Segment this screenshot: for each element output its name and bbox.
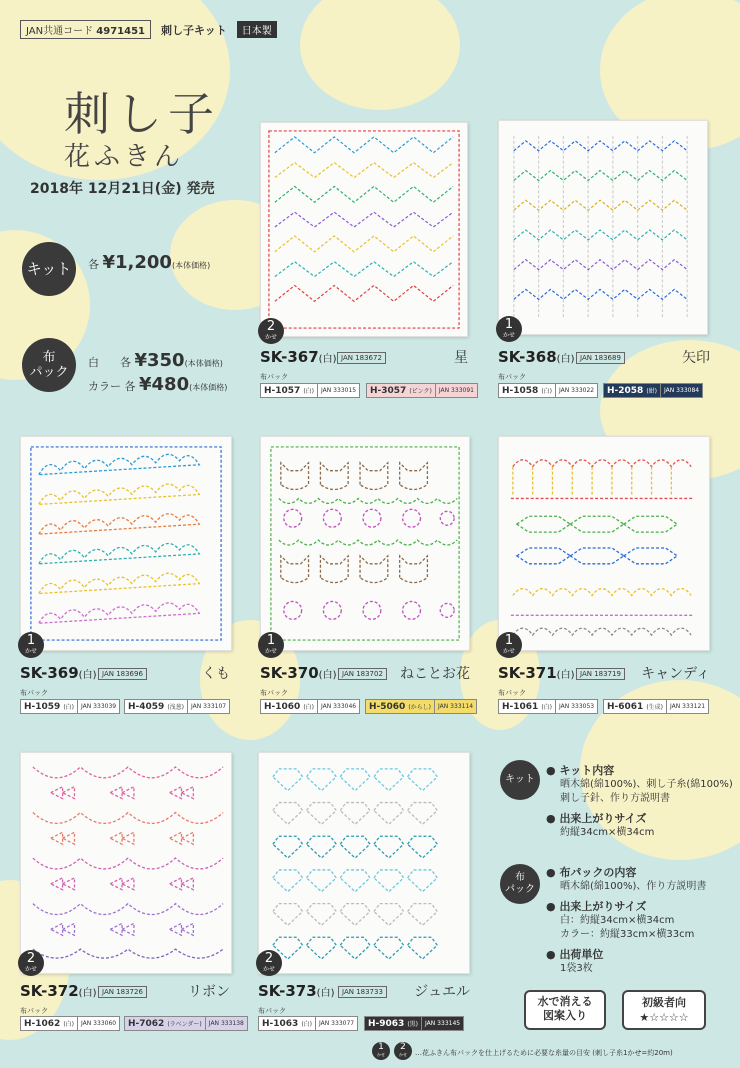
footer-note: …花ふきん布パックを仕上げるために必要な糸量の目安 (刺し子糸1かせ=約20m) bbox=[415, 1049, 673, 1057]
product-code: SK-373(白) bbox=[258, 982, 335, 1000]
pack-contents-line: 晒木綿(綿100%)、作り方説明書 bbox=[560, 881, 707, 892]
footer-kase-1: 1 かせ bbox=[372, 1042, 390, 1060]
pack-size-line: 白：約縦34cm×横34cm bbox=[560, 915, 675, 926]
pack-code: H-3057 (ピンク) JAN 333091 bbox=[366, 383, 478, 398]
page-title: 刺し子 bbox=[64, 87, 220, 141]
product-jan: JAN 183726 bbox=[98, 986, 147, 998]
pack-price-white: 白 各 ¥350(本体価格) bbox=[88, 350, 223, 371]
jan-common-code: JAN共通コード 4971451 bbox=[20, 20, 151, 39]
candy-pattern bbox=[499, 437, 709, 650]
shipping-unit-heading: ● 出荷単位 bbox=[546, 948, 604, 961]
pack-contents-heading: ● 布パックの内容 bbox=[546, 866, 637, 879]
star-pattern bbox=[261, 123, 467, 336]
arrow-pattern bbox=[499, 121, 707, 334]
footer-kase-2: 2 かせ bbox=[394, 1042, 412, 1060]
product-name: キャンディ bbox=[641, 666, 710, 682]
kit-badge: キット bbox=[22, 242, 76, 296]
kit-info bbox=[546, 758, 733, 840]
product-name: 矢印 bbox=[682, 350, 710, 366]
product-jan: JAN 183689 bbox=[576, 352, 625, 364]
cat-flower-pattern bbox=[261, 437, 469, 650]
level-title: 初級者向 bbox=[642, 996, 686, 1009]
pack-code: H-9063 (黒) JAN 333145 bbox=[364, 1016, 464, 1031]
pack-code: H-1061 (白) JAN 333053 bbox=[498, 699, 598, 714]
beginner-level-badge bbox=[622, 990, 706, 1030]
pack-price-color: カラー 各 ¥480(本体価格) bbox=[88, 374, 228, 395]
pack-code: H-4059 (浅葱) JAN 333107 bbox=[124, 699, 230, 714]
product-jan: JAN 183696 bbox=[98, 668, 147, 680]
kase-count-badge: 1 かせ bbox=[18, 632, 44, 658]
kase-count-badge: 2 かせ bbox=[18, 950, 44, 976]
pack-code: H-1058 (白) JAN 333022 bbox=[498, 383, 598, 398]
kit-price: 各 ¥1,200(本体価格) bbox=[88, 252, 211, 273]
pack-code: H-2058 (紺) JAN 333084 bbox=[603, 383, 703, 398]
product-photo-ribbon bbox=[20, 752, 232, 974]
header-bar bbox=[20, 20, 277, 39]
bg-blob bbox=[300, 0, 460, 110]
product-code: SK-371(白) bbox=[498, 664, 575, 682]
made-in-japan-badge: 日本製 bbox=[237, 21, 277, 38]
nunopack-label: 布パック bbox=[258, 1007, 286, 1015]
product-photo-star bbox=[260, 122, 468, 337]
pack-code: H-1057 (白) JAN 333015 bbox=[260, 383, 360, 398]
cloud-pattern bbox=[21, 437, 231, 650]
pack-code: H-5060 (からし) JAN 333114 bbox=[365, 699, 477, 714]
release-date: 2018年 12月21日(金) 発売 bbox=[30, 181, 215, 197]
kit-contents-heading: ● キット内容 bbox=[546, 764, 615, 777]
ribbon-pattern bbox=[21, 753, 231, 973]
kit-contents-line: 刺し子針、作り方説明書 bbox=[560, 793, 670, 804]
jewel-pattern bbox=[259, 753, 469, 973]
pack-code: H-7062 (ラベンダー) JAN 333138 bbox=[124, 1016, 248, 1031]
nunopack-label: 布パック bbox=[498, 373, 526, 381]
pack-info-badge: 布 パック bbox=[500, 864, 540, 904]
page-subtitle: 花ふきん bbox=[64, 142, 185, 172]
product-jan: JAN 183733 bbox=[338, 986, 387, 998]
pack-size-line: カラー：約縦33cm×横33cm bbox=[560, 929, 695, 940]
product-code: SK-368(白) bbox=[498, 348, 575, 366]
product-name: ジュエル bbox=[414, 984, 470, 1000]
kase-count-badge: 1 かせ bbox=[496, 316, 522, 342]
kase-count-badge: 1 かせ bbox=[258, 632, 284, 658]
kit-size-line: 約縦34cm×横34cm bbox=[560, 827, 655, 838]
kit-contents-line: 晒木綿(綿100%)、刺し子糸(綿100%) bbox=[560, 779, 733, 790]
nunopack-label: 布パック bbox=[20, 689, 48, 697]
water-erasable-badge: 水で消える 図案入り bbox=[524, 990, 606, 1030]
pack-info bbox=[546, 860, 706, 976]
nunopack-label: 布パック bbox=[498, 689, 526, 697]
product-jan: JAN 183672 bbox=[337, 352, 386, 364]
pack-badge: 布 パック bbox=[22, 338, 76, 392]
product-photo-cat-flower bbox=[260, 436, 470, 651]
level-stars: ★☆☆☆☆ bbox=[639, 1011, 689, 1024]
kase-count-badge: 2 かせ bbox=[258, 318, 284, 344]
nunopack-label: 布パック bbox=[20, 1007, 48, 1015]
product-photo-candy bbox=[498, 436, 710, 651]
product-name: リボン bbox=[188, 984, 230, 1000]
kase-count-badge: 2 かせ bbox=[256, 950, 282, 976]
pack-code: H-1063 (白) JAN 333077 bbox=[258, 1016, 358, 1031]
product-code: SK-372(白) bbox=[20, 982, 97, 1000]
product-name: ねことお花 bbox=[400, 666, 470, 682]
kit-info-badge: キット bbox=[500, 760, 540, 800]
product-jan: JAN 183702 bbox=[338, 668, 387, 680]
product-photo-arrow bbox=[498, 120, 708, 335]
kit-size-heading: ● 出来上がりサイズ bbox=[546, 812, 647, 825]
nunopack-label: 布パック bbox=[260, 373, 288, 381]
pack-size-heading: ● 出来上がりサイズ bbox=[546, 900, 647, 913]
nunopack-label: 布パック bbox=[260, 689, 288, 697]
pack-code: H-1060 (白) JAN 333046 bbox=[260, 699, 360, 714]
shipping-unit-line: 1袋3枚 bbox=[560, 963, 593, 974]
product-code: SK-369(白) bbox=[20, 664, 97, 682]
pack-code: H-6061 (生成) JAN 333121 bbox=[603, 699, 709, 714]
product-code: SK-370(白) bbox=[260, 664, 337, 682]
kase-count-badge: 1 かせ bbox=[496, 632, 522, 658]
product-photo-jewel bbox=[258, 752, 470, 974]
product-name: 星 bbox=[454, 350, 468, 366]
pack-code: H-1062 (白) JAN 333060 bbox=[20, 1016, 120, 1031]
kit-label: 刺し子キット bbox=[161, 23, 227, 37]
product-jan: JAN 183719 bbox=[576, 668, 625, 680]
product-photo-cloud bbox=[20, 436, 232, 651]
product-code: SK-367(白) bbox=[260, 348, 337, 366]
pack-code: H-1059 (白) JAN 333039 bbox=[20, 699, 120, 714]
product-name: くも bbox=[202, 666, 230, 682]
